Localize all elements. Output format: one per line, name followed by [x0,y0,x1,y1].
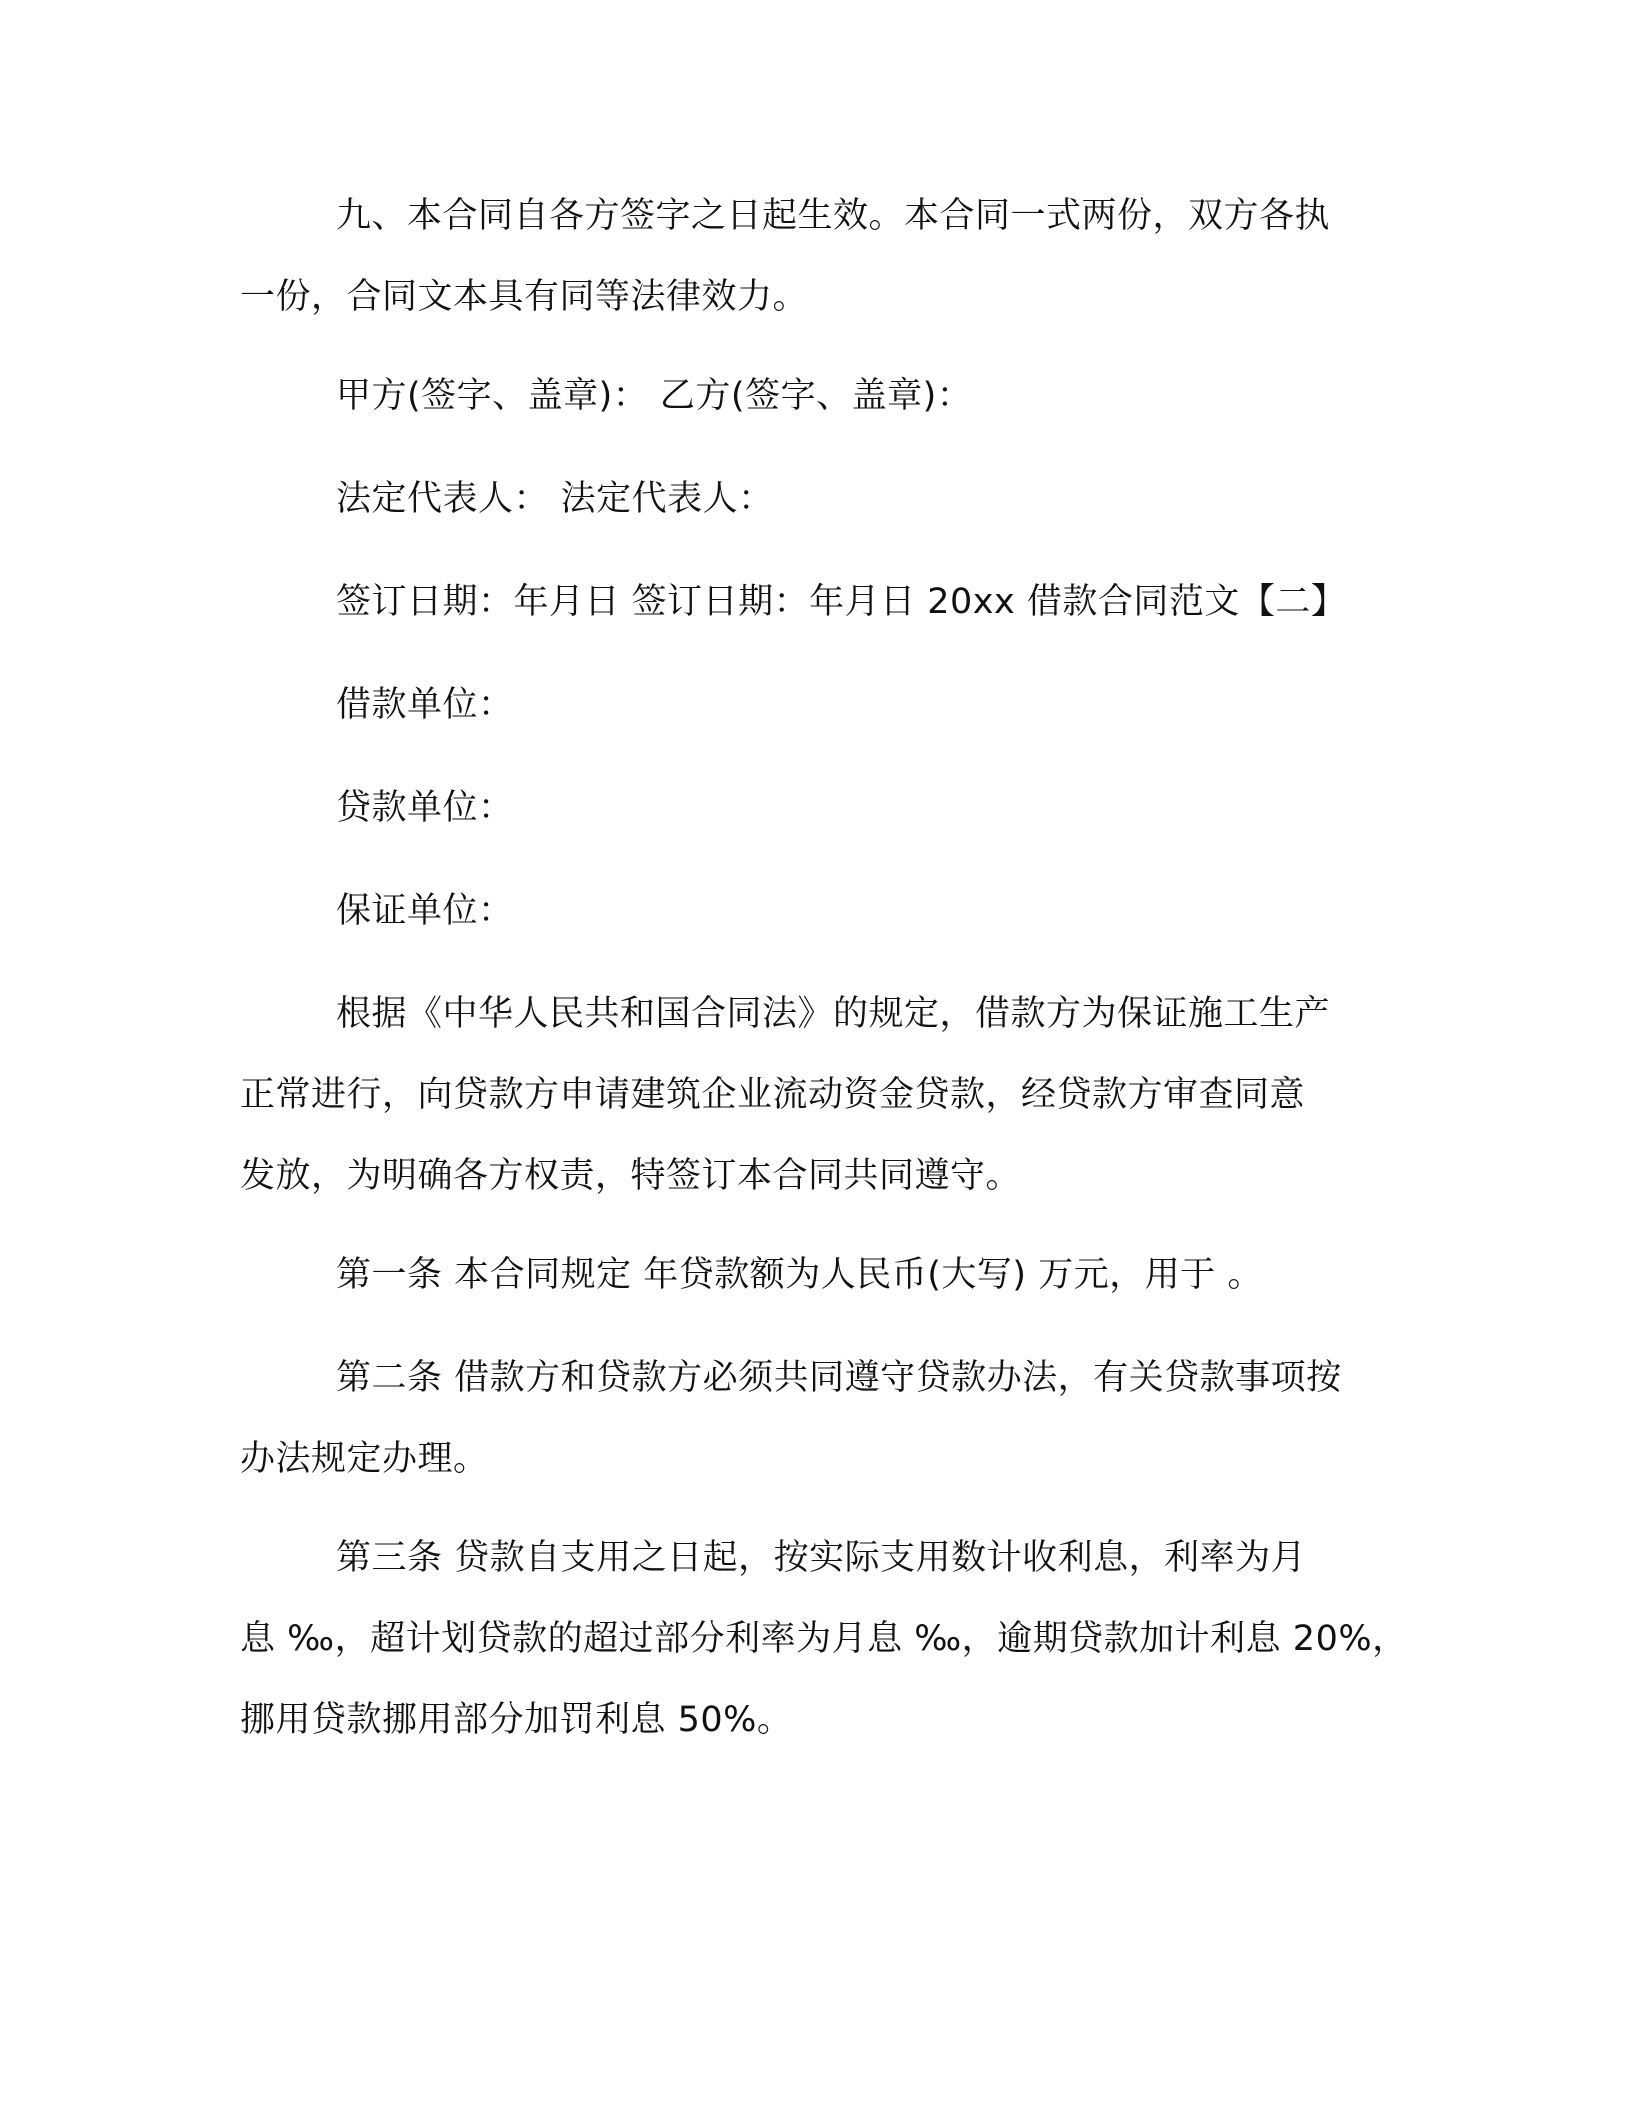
paragraph-party-signatures [240,376,1420,416]
text-line: 息 ‰，超计划贷款的超过部分利率为月息 ‰，逾期贷款加计利息 20%， [240,1619,1408,1659]
text-line: 贷款单位： [336,788,514,828]
text-line: 保证单位： [336,891,514,931]
paragraph-clause-nine [240,196,1420,317]
paragraph-article-1 [240,1255,1420,1295]
text-line: 挪用贷款挪用部分加罚利息 50%。 [240,1700,793,1740]
paragraph-lender [240,788,1420,828]
paragraph-article-2 [240,1358,1420,1479]
text-line: 办法规定办理。 [240,1439,489,1479]
text-line: 一份，合同文本具有同等法律效力。 [240,277,809,317]
text-line: 第一条 本合同规定 年贷款额为人民币(大写) 万元，用于 。 [336,1255,1263,1295]
text-line: 发放，为明确各方权责，特签订本合同共同遵守。 [240,1156,1022,1196]
text-line: 根据《中华人民共和国合同法》的规定，借款方为保证施工生产 [336,994,1331,1034]
paragraph-preamble [240,994,1420,1196]
text-line: 第二条 借款方和贷款方必须共同遵守贷款办法，有关贷款事项按 [336,1358,1342,1398]
paragraph-borrower [240,685,1420,725]
paragraph-signing-dates [240,582,1420,622]
paragraph-article-3 [240,1538,1420,1740]
text-line: 借款单位： [336,685,514,725]
text-line: 法定代表人： 法定代表人： [336,479,774,519]
text-line: 正常进行，向贷款方申请建筑企业流动资金贷款，经贷款方审查同意 [240,1075,1306,1115]
paragraph-guarantor [240,891,1420,931]
text-line: 甲方(签字、盖章)： 乙方(签字、盖章)： [336,376,973,416]
text-line: 签订日期：年月日 签订日期：年月日 20xx 借款合同范文【二】 [336,582,1347,622]
text-line: 九、本合同自各方签字之日起生效。本合同一式两份，双方各执 [336,196,1331,236]
text-line: 第三条 贷款自支用之日起，按实际支用数计收利息，利率为月 [336,1538,1307,1578]
paragraph-legal-representatives [240,479,1420,519]
